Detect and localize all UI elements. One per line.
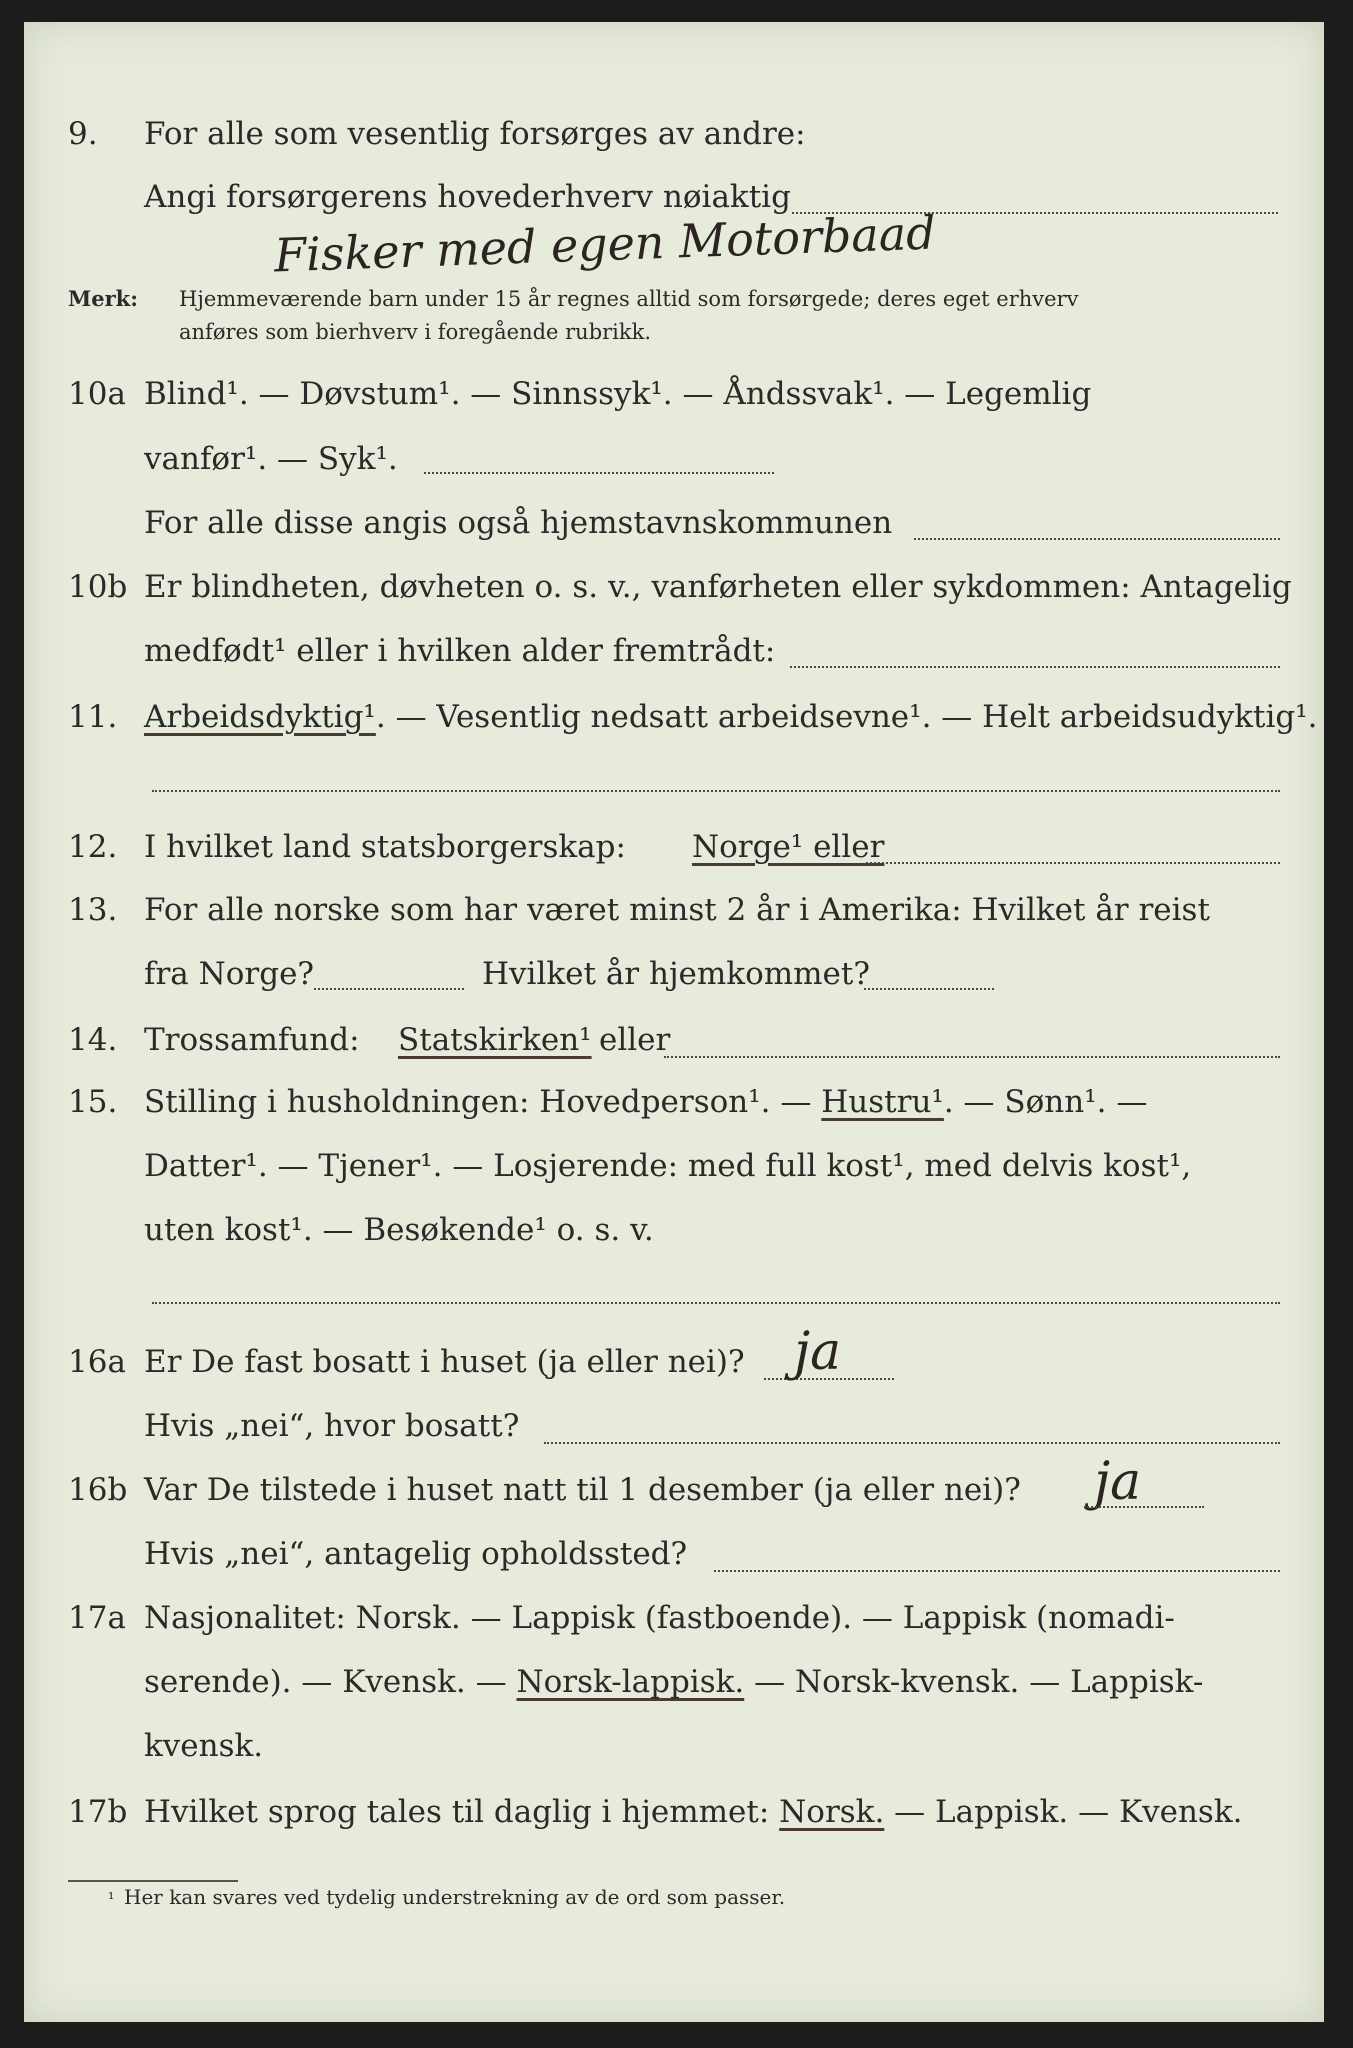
q17a-line2a: serende). — Kvensk. — (144, 1664, 507, 1700)
q13-line2a: fra Norge? (144, 956, 315, 992)
q17a-line2 (144, 1662, 1203, 1702)
q12-underlined-option: Norge¹ eller (692, 829, 885, 865)
q15-line1 (144, 1082, 1147, 1122)
q16a-number: 16a (68, 1344, 126, 1380)
q15-dotted-line (152, 1302, 1280, 1304)
q11-underlined-option: Arbeidsdyktig¹ (144, 699, 376, 735)
q16b-line2: Hvis „nei“, antagelig opholdssted? (144, 1536, 688, 1572)
q10a-line1: Blind¹. — Døvstum¹. — Sinnssyk¹. — Åndssvak¹. — Legemlig (144, 376, 1092, 412)
q11-rest: . — Vesentlig nedsatt arbeidsevne¹. — Helt arbeidsudyktig¹. (375, 699, 1318, 735)
q17b-line1a: Hvilket sprog tales til daglig i hjemmet: (144, 1794, 770, 1830)
q15-underlined-option: Hustru¹ (821, 1084, 944, 1120)
q15-line3: uten kost¹. — Besøkende¹ o. s. v. (144, 1212, 654, 1248)
q16a-line2: Hvis „nei“, hvor bosatt? (144, 1408, 520, 1444)
q16b-number: 16b (68, 1472, 128, 1508)
q11-number: 11. (68, 699, 118, 735)
q16b-dotted-line (1084, 1506, 1204, 1508)
q9-number: 9. (68, 116, 98, 152)
q13-number: 13. (68, 892, 118, 928)
q16b-opholdssted-line (714, 1570, 1280, 1572)
q10b-line1: Er blindheten, døvheten o. s. v., vanførheten eller sykdommen: Antagelig (144, 569, 1292, 605)
q17a-number: 17a (68, 1600, 126, 1636)
q10a-line2: vanfør¹. — Syk¹. (144, 441, 398, 477)
q11-line (144, 697, 1318, 737)
q16b-line1: Var De tilstede i huset natt til 1 desember (ja eller nei)? (144, 1472, 1021, 1508)
q17b-line (144, 1792, 1242, 1832)
q10a-line3: For alle disse angis også hjemstavnskommunen (144, 505, 893, 541)
q17a-underlined-option: Norsk-lappisk. (516, 1664, 745, 1700)
q16a-line1: Er De fast bosatt i huset (ja eller nei)? (144, 1344, 745, 1380)
q11-dotted-line (152, 790, 1280, 792)
q10b-line2: medfødt¹ eller i hvilken alder fremtrådt: (144, 633, 776, 669)
q10a-number: 10a (68, 376, 126, 412)
merk-label: Merk: (68, 286, 138, 311)
q14-rest: eller (599, 1022, 671, 1058)
q15-number: 15. (68, 1084, 118, 1120)
footnote-mark: ¹ (108, 1889, 115, 1908)
q12-number: 12. (68, 829, 118, 865)
merk-line2: anføres som bierhverv i foregående rubrikk. (179, 320, 652, 344)
q12-text: I hvilket land statsborgerskap: (144, 829, 626, 865)
q16b-handwritten-answer: ja (1094, 1452, 1142, 1512)
q14-underlined-option: Statskirken¹ (398, 1022, 592, 1058)
q17b-underlined-option: Norsk. (779, 1794, 885, 1830)
q14-number: 14. (68, 1022, 118, 1058)
q13-line2b: Hvilket år hjemkommet? (482, 956, 870, 992)
q10b-dotted-line (790, 666, 1280, 668)
q12-dotted-line (866, 862, 1280, 864)
q13-line1: For alle norske som har været minst 2 år i Amerika: Hvilket år reist (144, 892, 1210, 928)
q13-hjemkommet-line (864, 988, 994, 990)
q14-text: Trossamfund: (144, 1022, 360, 1058)
q13-reist-line (314, 988, 464, 990)
q17b-line1b: — Lappisk. — Kvensk. (894, 1794, 1243, 1830)
q15-line1b: . — Sønn¹. — (943, 1084, 1148, 1120)
merk-line1: Hjemmeværende barn under 15 år regnes alltid som forsørgede; deres eget erhverv (179, 287, 1079, 311)
q17a-line1: Nasjonalitet: Norsk. — Lappisk (fastboende). — Lappisk (nomadi- (144, 1600, 1175, 1636)
q15-line1a: Stilling i husholdningen: Hovedperson¹. — (144, 1084, 812, 1120)
census-form-page (24, 22, 1324, 2022)
q10a-kommune-line (914, 538, 1280, 540)
q9-line2: Angi forsørgerens hovederhverv nøiaktig (144, 179, 791, 215)
footnote-text: Her kan svares ved tydelig understrekning av de ord som passer. (124, 1885, 786, 1909)
q9-handwritten-answer: Fisker med egen Motorbaad (273, 205, 937, 283)
q17b-number: 17b (68, 1794, 128, 1830)
q9-line1: For alle som vesentlig forsørges av andre: (144, 116, 806, 152)
q16a-handwritten-answer: ja (794, 1322, 842, 1382)
q15-line2: Datter¹. — Tjener¹. — Losjerende: med full kost¹, med delvis kost¹, (144, 1148, 1192, 1184)
q14-dotted-line (664, 1056, 1280, 1058)
q16a-bosatt-line (544, 1442, 1280, 1444)
q17a-line2b: — Norsk-kvensk. — Lappisk- (754, 1664, 1204, 1700)
q17a-line3: kvensk. (144, 1728, 264, 1764)
q10b-number: 10b (68, 569, 128, 605)
q10a-syk-line (424, 472, 774, 474)
